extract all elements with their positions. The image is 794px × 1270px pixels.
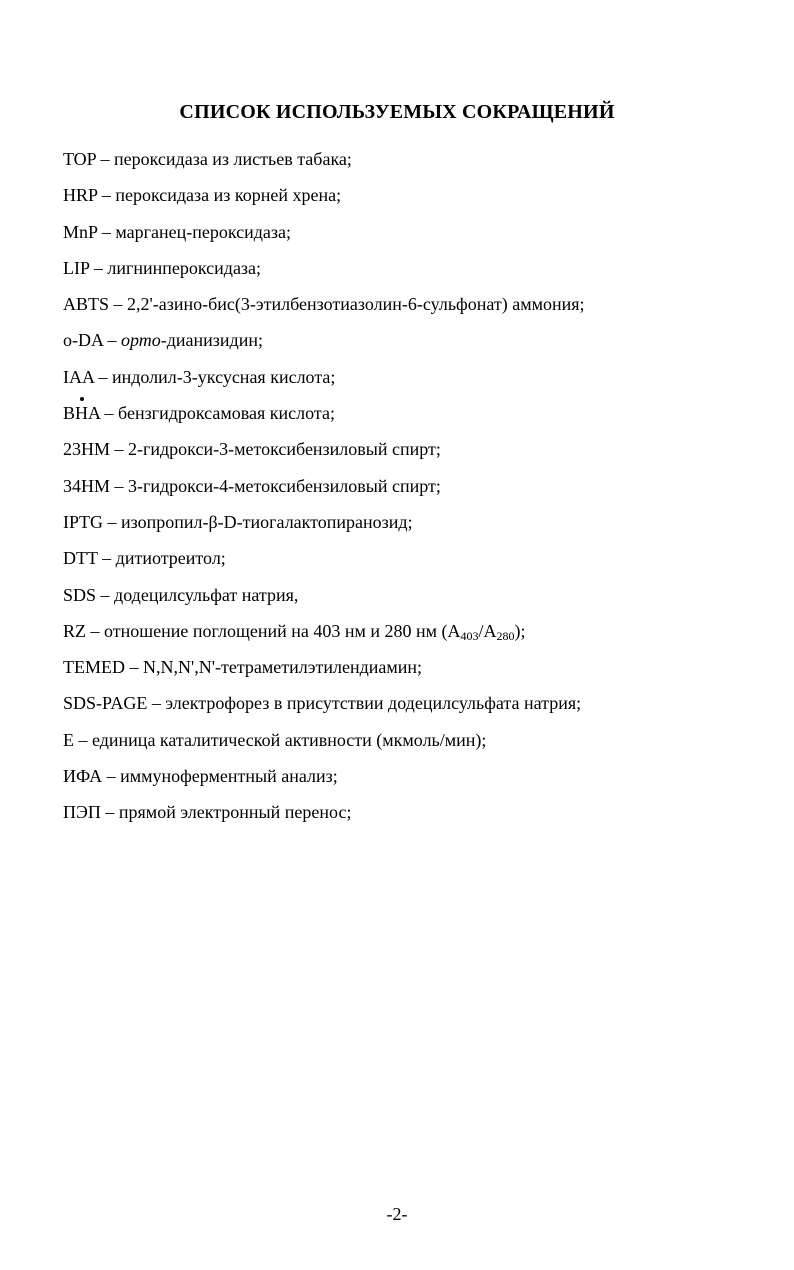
abbreviation-term: ПЭП xyxy=(63,802,101,823)
separator: – xyxy=(110,475,129,496)
separator: – xyxy=(102,766,121,787)
list-item xyxy=(63,580,763,616)
abbreviation-definition: бензгидроксамовая кислота; xyxy=(118,403,335,424)
list-item xyxy=(63,616,763,652)
abbreviation-definition: додецилсульфат натрия, xyxy=(114,584,299,605)
abbreviation-term-part: A xyxy=(88,403,101,424)
subscript-403: 403 xyxy=(460,628,479,643)
abbreviation-definition: 3-гидрокси-4-метоксибензиловый спирт; xyxy=(128,475,441,496)
list-item xyxy=(63,797,763,833)
separator: – xyxy=(125,657,143,678)
abbreviation-definition: электрофорез в присутствии додецилсульфата натрия; xyxy=(165,693,582,714)
abbreviation-definition: марганец-пероксидаза; xyxy=(115,221,292,242)
list-item xyxy=(63,761,763,797)
separator: – xyxy=(74,729,92,750)
separator: – xyxy=(109,294,128,315)
abbreviation-definition-end: ); xyxy=(514,620,526,641)
abbreviation-term: o-DA xyxy=(63,330,103,351)
list-item xyxy=(63,325,763,361)
abbreviation-term: E xyxy=(63,729,74,750)
abbreviation-list xyxy=(63,144,763,834)
list-item xyxy=(63,362,763,398)
abbreviation-term: HRP xyxy=(63,185,98,206)
abbreviation-definition: N,N,N',N'-тетраметилэтилендиамин; xyxy=(143,657,423,678)
separator: – xyxy=(147,693,166,714)
list-item xyxy=(63,725,763,761)
abbreviation-definition: единица каталитической активности (мкмоль/мин); xyxy=(92,729,487,750)
page-title: СПИСОК ИСПОЛЬЗУЕМЫХ СОКРАЩЕНИЙ xyxy=(179,101,615,124)
list-item xyxy=(63,507,763,543)
separator: – xyxy=(103,330,121,351)
separator: – xyxy=(86,620,105,641)
abbreviation-definition-italic: орто xyxy=(121,330,161,351)
abbreviation-definition: изопропил-β-D-тиогалактопиранозид; xyxy=(121,511,413,532)
list-item xyxy=(63,144,763,180)
abbreviation-definition: отношение поглощений на 403 нм и 280 нм (A xyxy=(104,620,461,641)
abbreviation-term: RZ xyxy=(63,620,87,641)
separator: – xyxy=(100,802,119,823)
list-item xyxy=(63,289,763,325)
separator: – xyxy=(110,439,129,460)
abbreviation-definition: -дианизидин; xyxy=(160,330,263,351)
abbreviation-term-part: B xyxy=(63,403,76,424)
abbreviation-definition: лигнинпероксидаза; xyxy=(107,257,262,278)
abbreviation-term: DTT xyxy=(63,548,98,569)
separator: – xyxy=(96,149,115,169)
abbreviation-definition: пероксидаза из листьев табака; xyxy=(114,149,352,169)
separator: – xyxy=(89,257,108,278)
abbreviation-definition: дитиотреитол; xyxy=(115,548,226,569)
separator: – xyxy=(97,185,116,206)
abbreviation-term: SDS-PAGE xyxy=(63,693,148,714)
abbreviation-definition: индолил-3-уксусная кислота; xyxy=(112,366,336,387)
separator: – xyxy=(97,548,116,569)
separator: – xyxy=(103,511,121,532)
abbreviation-term: ABTS xyxy=(63,294,110,315)
separator: – xyxy=(94,366,112,387)
abbreviation-term: 34HM xyxy=(63,475,111,496)
list-item xyxy=(63,652,763,688)
abbreviation-term: IPTG xyxy=(63,511,103,532)
abbreviation-definition: иммуноферментный анализ; xyxy=(120,766,338,787)
page-number: -2- xyxy=(386,1204,408,1224)
list-item xyxy=(63,688,763,724)
abbreviation-term xyxy=(63,403,100,423)
abbreviation-term: 23HM xyxy=(63,439,111,460)
abbreviation-term: MnP xyxy=(63,221,98,242)
abbreviation-term: SDS xyxy=(63,584,97,605)
separator: – xyxy=(97,221,116,242)
abbreviation-definition: пероксидаза из корней хрена; xyxy=(115,185,342,206)
separator: – xyxy=(100,403,119,424)
list-item xyxy=(63,217,763,253)
abbreviation-definition: 2-гидрокси-3-метоксибензиловый спирт; xyxy=(128,439,441,460)
abbreviation-term-dotted-letter: H xyxy=(75,398,88,428)
list-item xyxy=(63,471,763,507)
abbreviation-term: TOP xyxy=(63,149,97,169)
abbreviation-term: TEMED xyxy=(63,657,125,678)
list-item xyxy=(63,253,763,289)
abbreviation-term: ИФА xyxy=(63,766,103,787)
abbreviation-term: IAA xyxy=(63,366,94,387)
abbreviation-definition: прямой электронный перенос; xyxy=(118,802,352,823)
list-item xyxy=(63,180,763,216)
abbreviation-definition-mid: /A xyxy=(478,620,497,641)
abbreviation-definition: 2,2'-азино-бис(3-этилбензотиазолин-6-сульфонат) аммония; xyxy=(127,294,585,315)
list-item xyxy=(63,398,763,434)
list-item xyxy=(63,543,763,579)
subscript-280: 280 xyxy=(496,628,515,643)
list-item xyxy=(63,434,763,470)
abbreviation-term: LIP xyxy=(63,257,90,278)
separator: – xyxy=(96,584,115,605)
